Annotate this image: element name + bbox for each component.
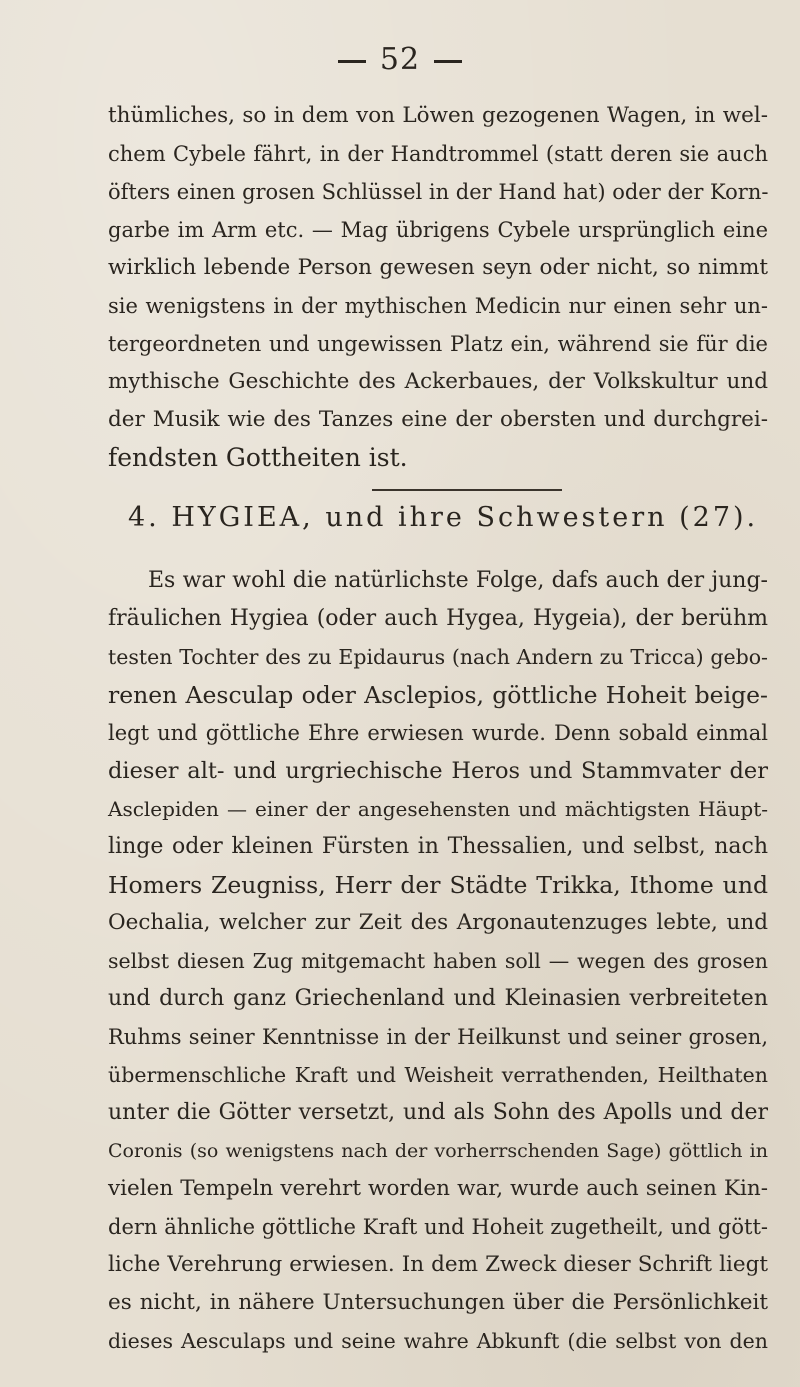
- para2-line-4: renen Aesculap oder Asclepios, göttliche Hoheit beige-: [108, 681, 768, 709]
- para2-line-13: Ruhms seiner Kenntnisse in der Heilkunst und seiner grosen,: [108, 1025, 768, 1049]
- para2-line-3: testen Tochter des zu Epidaurus (nach Andern zu Tricca) gebo-: [108, 645, 768, 669]
- para2-line-18: dern ähnliche göttliche Kraft und Hoheit zugetheilt, und gött-: [108, 1215, 768, 1239]
- para1-line-1: thümliches, so in dem von Löwen gezogenen Wagen, in wel-: [108, 103, 768, 128]
- para2-line-1: Es war wohl die natürlichste Folge, dafs auch der jung-: [148, 568, 768, 593]
- para2-line-17: vielen Tempeln verehrt worden war, wurde auch seinen Kin-: [108, 1176, 768, 1201]
- para1-line-7: tergeordneten und ungewissen Platz ein, während sie für die: [108, 332, 768, 356]
- para1-line-5: wirklich lebende Person gewesen seyn oder nicht, so nimmt: [108, 255, 768, 280]
- para2-line-21: dieses Aesculaps und seine wahre Abkunft (die selbst von den: [108, 1329, 768, 1353]
- para2-line-15: unter die Götter versetzt, und als Sohn des Apolls und der: [108, 1100, 768, 1125]
- para2-line-14: übermenschliche Kraft und Weisheit verrathenden, Heilthaten: [108, 1063, 768, 1087]
- para2-line-7: Asclepiden — einer der angesehensten und mächtigsten Häupt-: [108, 797, 768, 821]
- para2-line-11: selbst diesen Zug mitgemacht haben soll — wegen des grosen: [108, 949, 768, 973]
- para1-line-4: garbe im Arm etc. — Mag übrigens Cybele ursprünglich eine: [108, 218, 768, 242]
- para1-line-8: mythische Geschichte des Ackerbaues, der Volkskultur und: [108, 369, 768, 394]
- para2-line-5: legt und göttliche Ehre erwiesen wurde. Denn sobald einmal: [108, 721, 768, 745]
- para2-line-10: Oechalia, welcher zur Zeit des Argonautenzuges lebte, und: [108, 910, 768, 935]
- header-dash-right: [434, 60, 462, 63]
- para1-line-9: der Musik wie des Tanzes eine der obersten und durchgrei-: [108, 407, 768, 432]
- para2-line-19: liche Verehrung erwiesen. In dem Zweck dieser Schrift liegt: [108, 1252, 768, 1277]
- para2-line-2: fräulichen Hygiea (oder auch Hygea, Hygeia), der berühm: [108, 606, 768, 631]
- para2-line-6: dieser alt- und urgriechische Heros und Stammvater der: [108, 758, 768, 784]
- para2-line-9: Homers Zeugniss, Herr der Städte Trikka, Ithome und: [108, 871, 768, 899]
- para1-line-6: sie wenigstens in der mythischen Medicin nur einen sehr un-: [108, 294, 768, 318]
- section-heading: 4. HYGIEA, und ihre Schwestern (27).: [128, 502, 759, 533]
- page-number: 52: [379, 42, 421, 77]
- para2-line-16: Coronis (so wenigstens nach der vorherrschenden Sage) göttlich in: [108, 1140, 768, 1162]
- header-dash-left: [338, 60, 366, 63]
- para2-line-8: linge oder kleinen Fürsten in Thessalien, und selbst, nach: [108, 834, 768, 859]
- para1-line-10: fendsten Gottheiten ist.: [108, 443, 408, 472]
- para1-line-2: chem Cybele fährt, in der Handtrommel (statt deren sie auch: [108, 142, 768, 166]
- page-header: [0, 42, 800, 77]
- para1-line-3: öfters einen grosen Schlüssel in der Hand hat) oder der Korn-: [108, 180, 769, 204]
- para2-line-12: und durch ganz Griechenland und Kleinasien verbreiteten: [108, 986, 768, 1011]
- para2-line-20: es nicht, in nähere Untersuchungen über die Persönlichkeit: [108, 1290, 768, 1315]
- section-divider: [372, 489, 562, 491]
